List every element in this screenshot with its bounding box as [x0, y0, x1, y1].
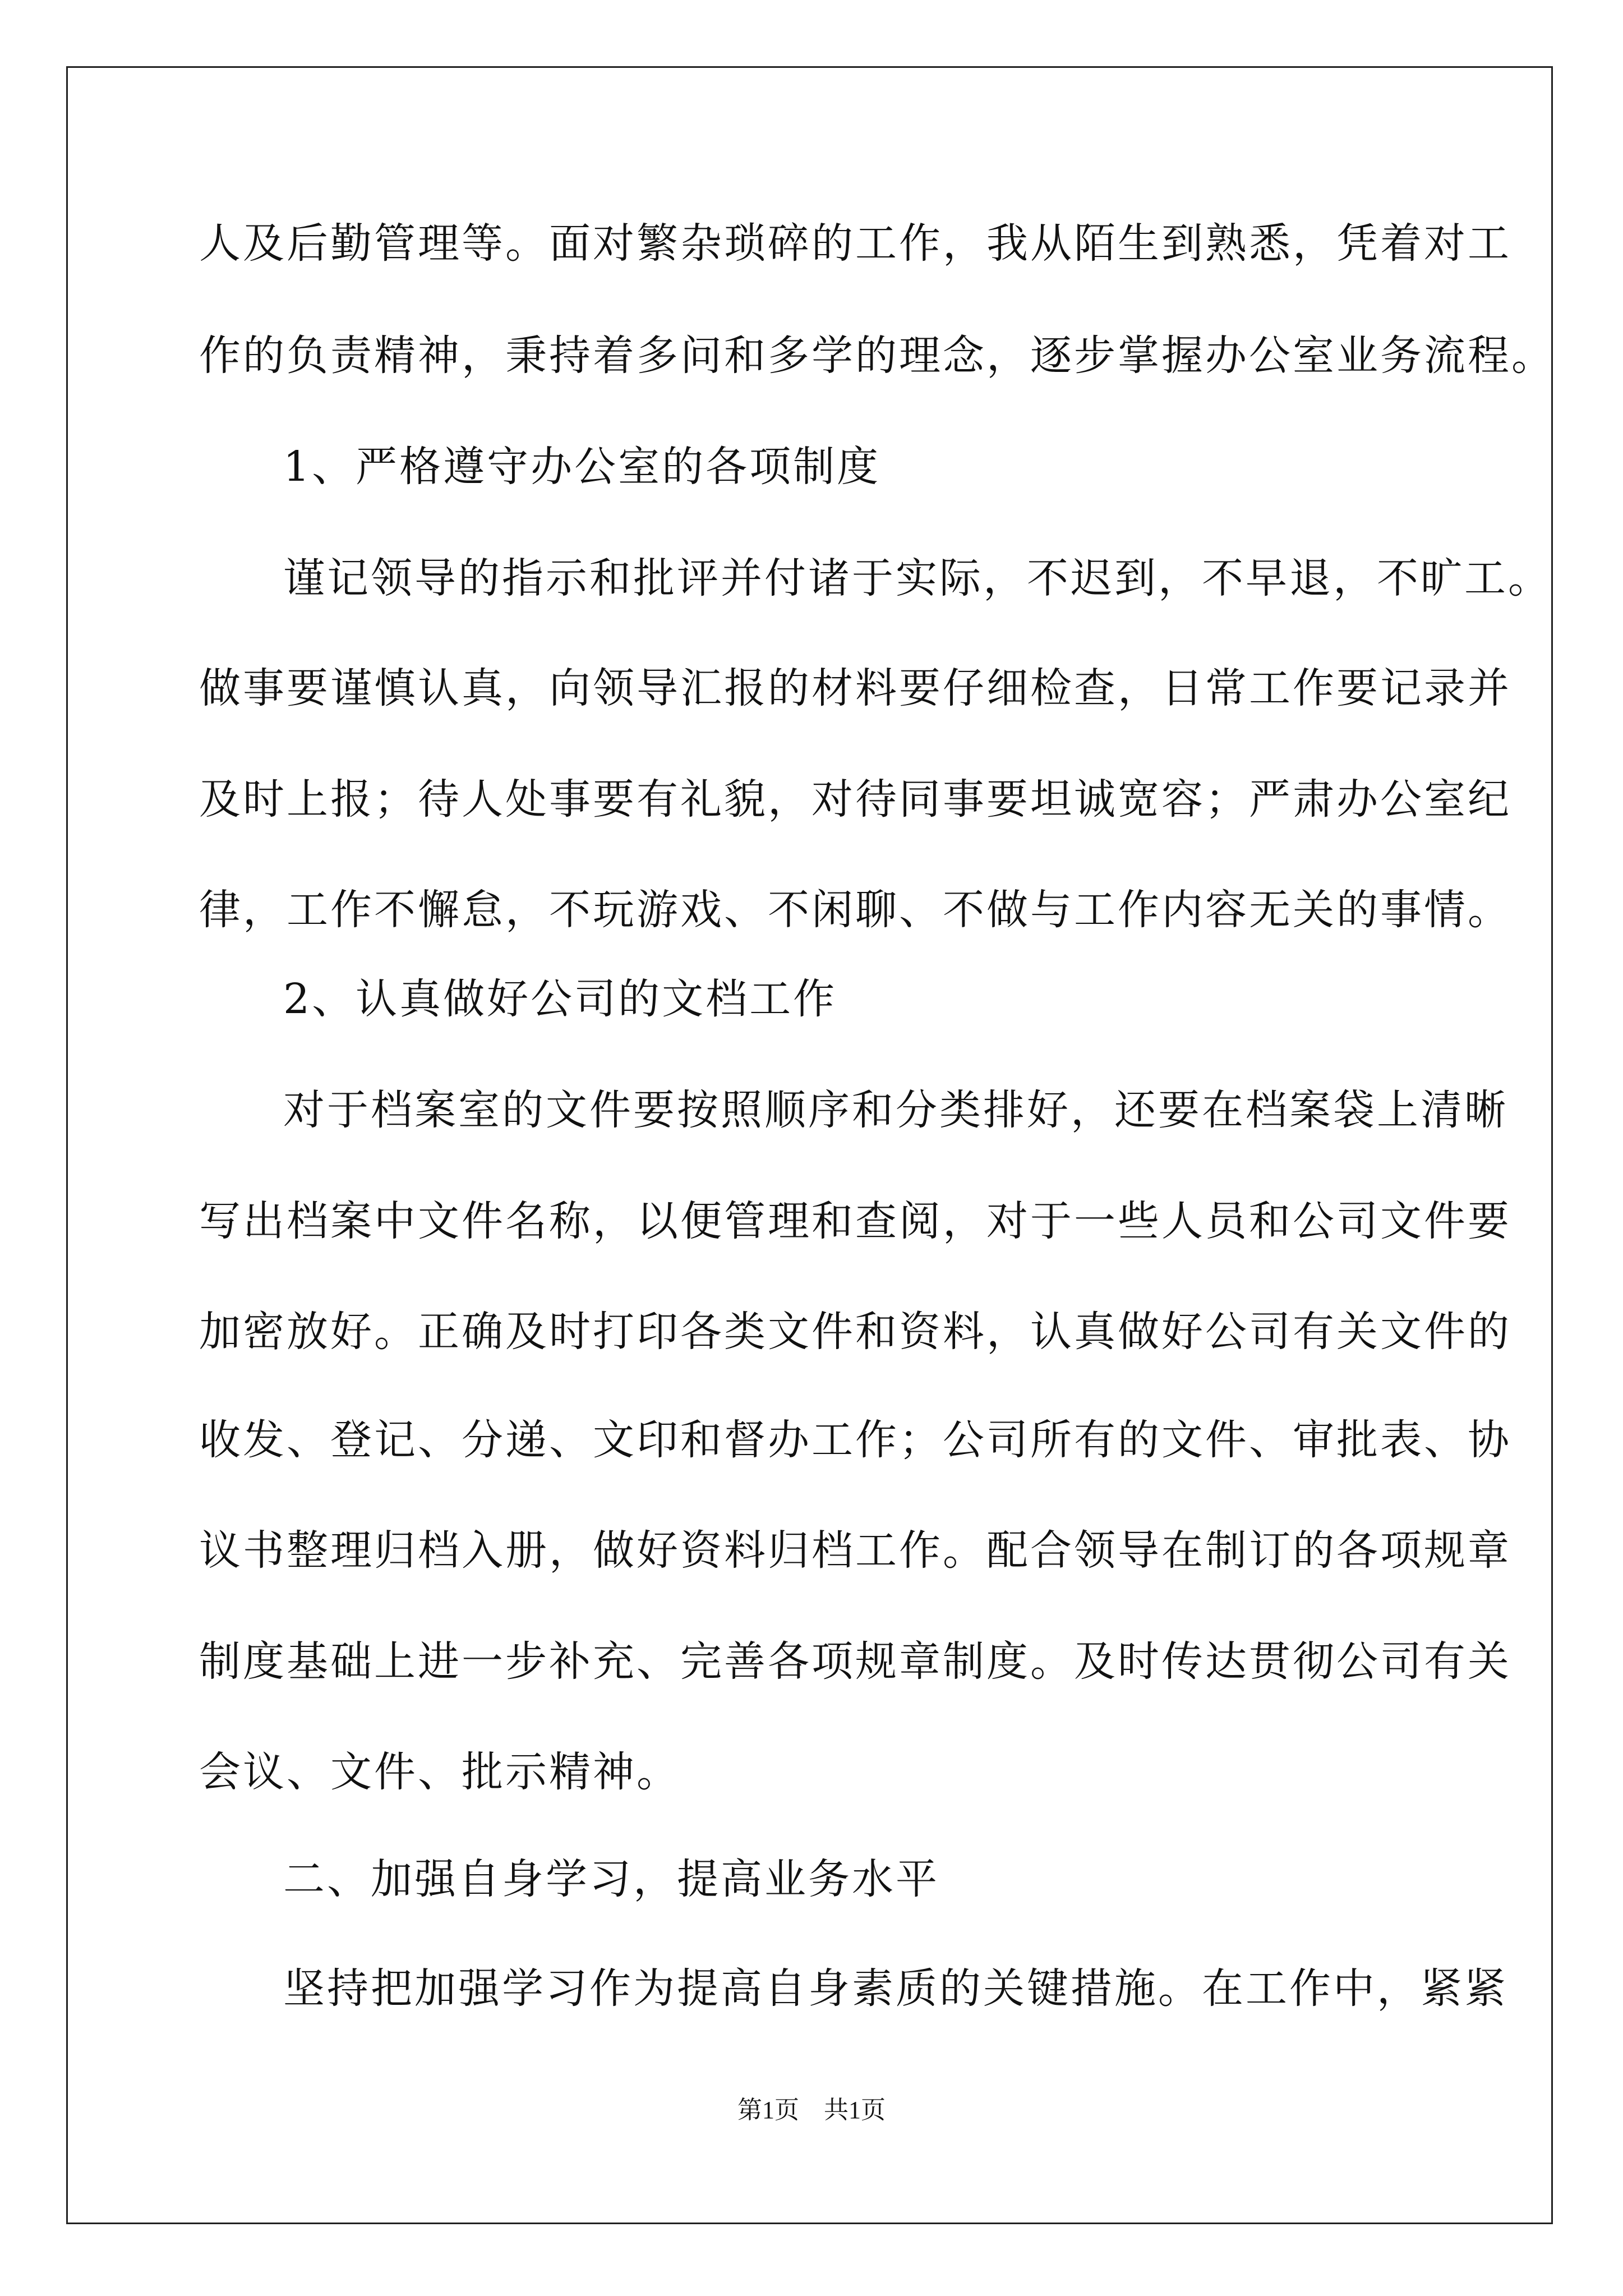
body-text-line: 收发、登记、分递、文印和督办工作；公司所有的文件、审批表、协 — [199, 1416, 1511, 1464]
section-heading: 2、认真做好公司的文档工作 — [283, 975, 837, 1023]
body-text-line: 写出档案中文件名称，以便管理和查阅，对于一些人员和公司文件要 — [199, 1197, 1511, 1245]
body-text-line: 律，工作不懈怠，不玩游戏、不闲聊、不做与工作内容无关的事情。 — [199, 886, 1511, 934]
body-text-line: 坚持把加强学习作为提高自身素质的关键措施。在工作中，紧紧 — [283, 1964, 1508, 2013]
body-text-line: 会议、文件、批示精神。 — [199, 1748, 680, 1796]
body-text-line: 对于档案室的文件要按照顺序和分类排好，还要在档案袋上清晰 — [283, 1086, 1508, 1134]
body-text-line: 做事要谨慎认真，向领导汇报的材料要仔细检查，日常工作要记录并 — [199, 664, 1511, 712]
body-text-line: 人及后勤管理等。面对繁杂琐碎的工作，我从陌生到熟悉，凭着对工 — [199, 219, 1511, 268]
body-text-line: 及时上报；待人处事要有礼貌，对待同事要坦诚宽容；严肃办公室纪 — [199, 775, 1511, 823]
page-number-footer: 第1页 共1页 — [737, 2096, 886, 2124]
section-heading: 二、加强自身学习，提高业务水平 — [283, 1855, 939, 1903]
body-text-line: 加密放好。正确及时打印各类文件和资料，认真做好公司有关文件的 — [199, 1308, 1511, 1356]
body-text-line: 谨记领导的指示和批评并付诸于实际，不迟到，不早退，不旷工。 — [283, 554, 1552, 602]
body-text-line: 作的负责精神，秉持着多问和多学的理念，逐步掌握办公室业务流程。 — [199, 332, 1555, 380]
body-text-line: 制度基础上进一步补充、完善各项规章制度。及时传达贯彻公司有关 — [199, 1637, 1511, 1686]
section-heading: 1、严格遵守办公室的各项制度 — [283, 443, 881, 491]
body-text-line: 议书整理归档入册，做好资料归档工作。配合领导在制订的各项规章 — [199, 1526, 1511, 1575]
